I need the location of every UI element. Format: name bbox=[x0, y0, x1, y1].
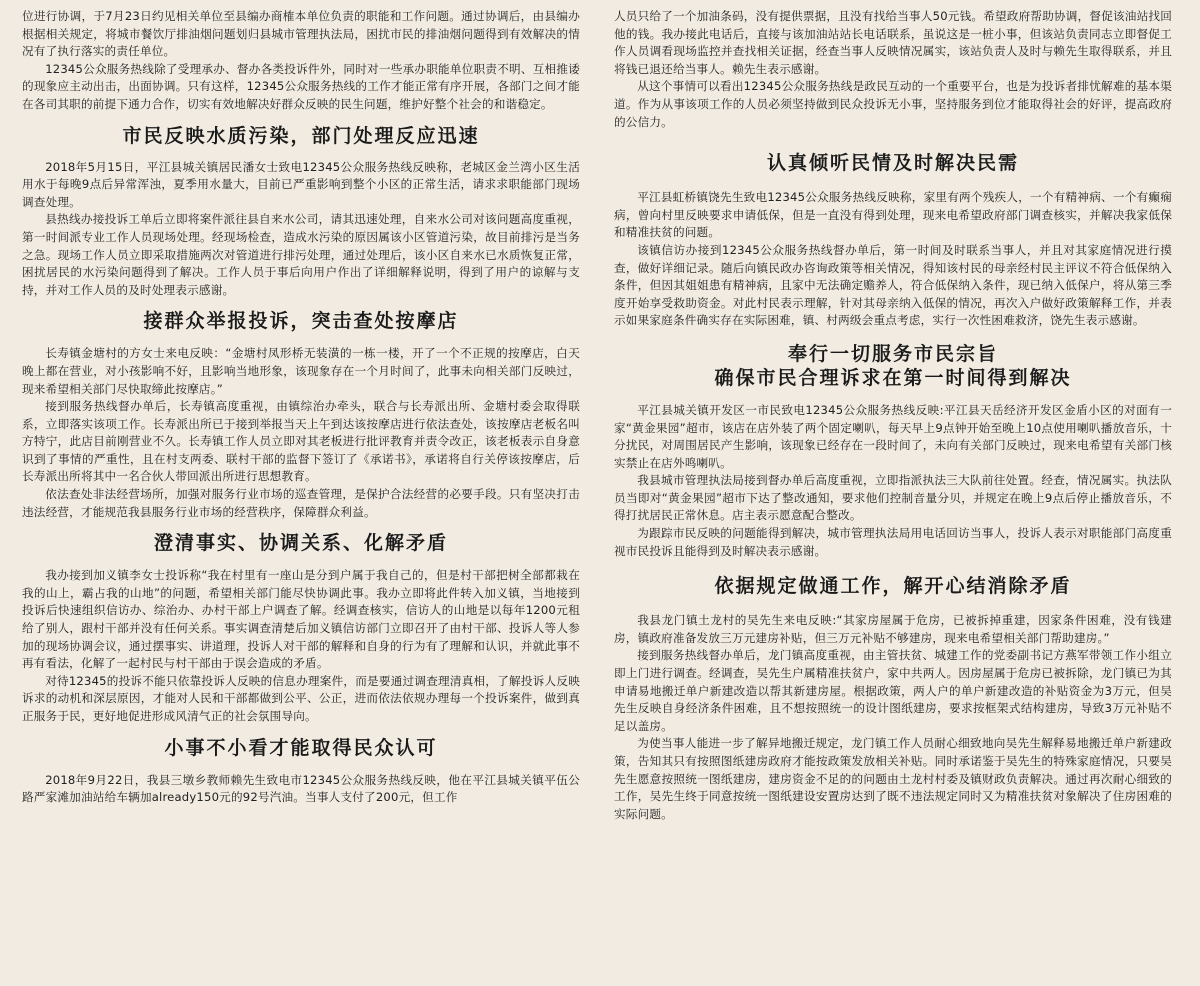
left-column bbox=[22, 8, 580, 986]
heading-line-1: 奉行一切服务市民宗旨 bbox=[787, 342, 998, 365]
paragraph: 为使当事人能进一步了解异地搬迁规定，龙门镇工作人员耐心细致地向吴先生解释易地搬迁单户新建政策，告知其只有按照图纸建房政府才能按政策发放相关补贴。同时承诺鉴于吴先生的特殊家庭情况，只要吴先生愿意按照统一图纸建房，建房资金不足的的问题由土龙村村委及镇财政负责解决。通过再次耐心细致的工作，吴先生终于同意按统一图纸建设安置房达到了既不违法规定同时又为精准扶贫对象解决了住房困难的实际问题。 bbox=[614, 736, 1172, 821]
paragraph: 我县龙门镇土龙村的吴先生来电反映:“其家房屋属于危房，已被拆掉重建，因家条件困难，没有钱建房，镇政府准备发放三万元建房补贴，但三万元补贴不够建房，现来电希望相关部门帮助建房。” bbox=[614, 613, 1172, 645]
paragraph: 接到服务热线督办单后，长寿镇高度重视，由镇综治办牵头，联合与长寿派出所、金塘村委会取得联系，立即落实该项工作。长寿派出所已于接到举报当天上午到达该按摩店进行依法查处，该按摩店老板名叫方特宁，此店目前刚营业不久。长寿镇工作人员立即对其老板进行批评教育并责令改正，该老板表示自身意识到了事情的严重性，且在村支两委、联村干部的监督下签订了《承诺书》，承诺将自行关停该按摩店，后长寿派出所将其中一名合伙人带回派出所进行思想教育。 bbox=[22, 399, 580, 484]
paragraph: 人员只给了一个加油条码，没有提供票据，且没有找给当事人50元钱。希望政府帮助协调，督促该油站找回他的钱。我办接此电话后，直接与该加油站站长电话联系，虽说这是一桩小事，但该站负责同志立即督促工作人员调看现场监控并查找相关证据，经查当事人反映情况属实，该站负责人及时与赖先生取得联系，并且将钱已退还给当事人。赖先生表示感谢。 bbox=[614, 9, 1172, 76]
paragraph: 2018年5月15日，平江县城关镇居民潘女士致电12345公众服务热线反映称，老城区金兰湾小区生活用水于每晚9点后异常浑浊，夏季用水量大，目前已严重影响到整个小区的正常生活，请求求职能部门现场调查处理。 bbox=[22, 159, 580, 209]
paragraph: 为跟踪市民反映的问题能得到解决，城市管理执法局用电话回访当事人，投诉人表示对职能部门高度重视市民投诉且能得到及时解决表示感谢。 bbox=[614, 526, 1172, 558]
paragraph: 2018年9月22日，我县三墩乡教师赖先生致电市12345公众服务热线反映，他在平江县城关镇平伍公路严家滩加油站给车辆加already150元的92号汽油。当事人支付了200元，但工作 bbox=[22, 772, 580, 805]
paragraph: 县热线办接投诉工单后立即将案件派往县自来水公司，请其迅速处理，自来水公司对该问题高度重视，第一时间派专业工作人员现场处理。经现场检查，造成水污染的原因属该小区管道污染，故目前排污是当务之急。现场工作人员立即采取措施两次对管道进行排污处理，通过处理后，该小区自来水已水质恢复正常，困扰居民的水污染问题得到了解决。工作人员于事后向用户作出了详细解释说明，得到了用户的谅解与支持，并对工作人员的及时处理表示感谢。 bbox=[22, 212, 580, 297]
paragraph: 对待12345的投诉不能只依靠投诉人反映的信息办理案件，而是要通过调查理清真相，了解投诉人反映诉求的动机和深层原因，才能对人民和干部都做到公平、公正，进而依法依规办理每一个投诉案件，做到真正服务于民，更好地促进形成风清气正的社会氛围导向。 bbox=[22, 673, 580, 723]
section-heading: 市民反映水质污染，部门处理反应迅速 bbox=[122, 124, 480, 147]
right-column bbox=[614, 8, 1172, 986]
paragraph: 依法查处非法经营场所，加强对服务行业市场的巡查管理，是保护合法经营的必要手段。只有坚决打击违法经营，才能规范我县服务行业市场的经营秩序，保障群众利益。 bbox=[22, 487, 580, 519]
paragraph: 该镇信访办接到12345公众服务热线督办单后，第一时间及时联系当事人，并且对其家庭情况进行摸查，做好详细记录。随后向镇民政办咨询政策等相关情况，得知该村民的母亲经村民主评议不符合低保纳入条件，但因其姐姐患有精神病，且家中无法确定赡养人，符合低保纳入条件，现已纳入低保户，将从第三季度开始享受救助资金。对此村民表示理解，针对其母亲纳入低保的情况，再次入户做好政策解释工作，并表示如果家庭条件确实存在实际困难，镇、村两级会重点考虑，实行一次性困难救济，饶先生表示感谢。 bbox=[614, 242, 1172, 328]
paragraph: 我办接到加义镇李女士投诉称“我在村里有一座山是分到户属于我自己的，但是村干部把树全部都栽在我的山上，霸占我的山地”的问题，希望相关部门能尽快协调此事。我办立即将此件转入加义镇，当地接到投诉后快速组织信访办、综治办、办村干部上户调查了解。经调查核实，信访人的山地是以每年1200元租给了别人，跟村干部并没有任何关系。事实调查清楚后加义镇信访部门立即召开了由村干部、投诉人等人参加的现场协调会议，通过摆事实、讲道理，投诉人对干部的解释和自身的行为有了理解和认识，并就此事不再有看法，化解了一起村民与村干部由于误会造成的矛盾。 bbox=[22, 568, 580, 671]
section-heading: 接群众举报投诉，突击查处按摩店 bbox=[143, 310, 459, 333]
paragraph: 平江县虹桥镇饶先生致电12345公众服务热线反映称，家里有两个残疾人，一个有精神病、一个有癫痫病，曾向村里反映要求申请低保，但是一直没有得到处理，现来电希望政府部门调查核实，并解决我家低保和精准扶贫的问题。 bbox=[614, 190, 1172, 240]
section-heading: 澄清事实、协调关系、化解矛盾 bbox=[153, 532, 448, 555]
section-heading: 依据规定做通工作，解开心结消除矛盾 bbox=[714, 575, 1072, 598]
paragraph: 长寿镇金塘村的方女士来电反映：“金塘村凤形桥无装潢的一栋一楼，开了一个不正规的按摩店，白天晚上都在营业，对小孩影响不好，且影响当地形象，该现象存在一个月时间了，此事未向相关部门反映过，现来希望相关部门尽快取缔此按摩店。” bbox=[22, 346, 580, 396]
paragraph: 从这个事情可以看出12345公众服务热线是政民互动的一个重要平台，也是为投诉者排忧解难的基本渠道。作为从事该项工作的人员必须坚持做到民众投诉无小事，坚持服务到位才能取得社会的好评，提高政府的公信力。 bbox=[614, 79, 1172, 129]
section-heading: 小事不小看才能取得民众认可 bbox=[164, 736, 438, 759]
paragraph: 平江县城关镇开发区一市民致电12345公众服务热线反映:平江县天岳经济开发区金盾小区的对面有一家“黄金果园”超市，该店在店外装了两个固定喇叭，每天早上9点钟开始至晚上10点使用喇叭播放音乐，十分扰民，对周围居民产生影响，该现象已经存在一段时间了，未向有关部门反映过，现来电希望有关部门核实禁止在店外鸣喇叭。 bbox=[614, 402, 1172, 470]
heading-line-2: 确保市民合理诉求在第一时间得到解决 bbox=[714, 366, 1072, 389]
paragraph: 我县城市管理执法局接到督办单后高度重视，立即指派执法三大队前往处置。经查，情况属实。执法队员当即对“黄金果园”超市下达了整改通知，要求他们控制音量分贝，并规定在晚上9点后停止播放音乐，不得打扰居民正常休息。店主表示愿意配合整改。 bbox=[614, 473, 1172, 523]
paragraph: 接到服务热线督办单后，龙门镇高度重视，由主管扶贫、城建工作的党委副书记方燕军带领工作小组立即上门进行调查。经调查，吴先生户属精准扶贫户，家中共两人。因房屋属于危房已被拆除，龙门镇已为其申请易地搬迁单户新建改造以帮其新建房屋。根据政策，两人户的单户新建改造的补贴资金为3万元，但吴先生反映自身经济条件困难，且不想按照统一的设计图纸建房，要求按框架式结构建房，导致3万元补贴不足以盖房。 bbox=[614, 648, 1172, 733]
paragraph: 12345公众服务热线除了受理承办、督办各类投诉件外，同时对一些承办职能单位职责不明、互相推诿的现象应主动出击，出面协调。只有这样，12345公众服务热线的工作才能正常有序开展，各部门之间才能在各司其职的前提下通力合作，切实有效地解决好群众反映的民生问题，维护好整个社会的和谐稳定。 bbox=[22, 61, 580, 111]
section-heading: 认真倾听民情及时解决民需 bbox=[766, 152, 1019, 175]
section-heading bbox=[614, 342, 1172, 390]
paragraph: 位进行协调，于7月23日约见相关单位至县编办商榷本单位负责的职能和工作问题。通过协调后，由县编办根据相关规定，将城市餐饮厅排油烟问题划归县城市管理执法局，困扰市民的排油烟问题得到有效解决的情况有了执行落实的责任单位。 bbox=[22, 9, 580, 59]
